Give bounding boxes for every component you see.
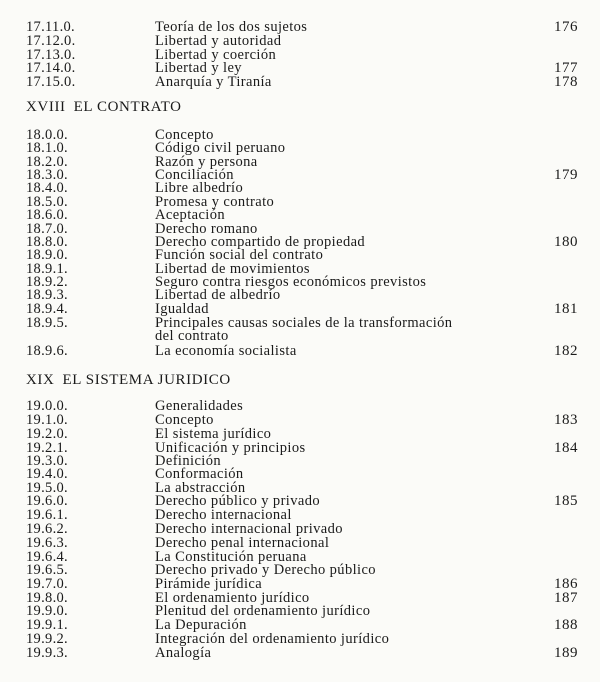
toc-entry	[0, 536, 600, 550]
entry-number: 19.8.0.	[26, 590, 68, 606]
entry-number: 19.9.0.	[26, 603, 68, 619]
toc-entry	[0, 155, 600, 169]
section-title: EL SISTEMA JURIDICO	[62, 372, 231, 388]
section-heading	[26, 99, 182, 116]
entry-title: Derecho público y privado	[155, 493, 321, 509]
entry-page: 181	[554, 301, 578, 317]
toc-entry	[0, 646, 600, 660]
section-heading	[26, 372, 231, 389]
entry-number: 18.3.0.	[26, 167, 68, 183]
entry-number: 17.14.0.	[26, 60, 76, 76]
toc-entry	[0, 508, 600, 522]
toc-entry	[0, 248, 600, 262]
entry-number: 17.11.0.	[26, 19, 75, 35]
toc-entry	[0, 302, 600, 316]
section-title: EL CONTRATO	[73, 99, 182, 115]
entry-number: 17.12.0.	[26, 33, 76, 49]
toc-entry	[0, 618, 600, 632]
entry-title: El ordenamiento jurídico	[155, 590, 310, 606]
toc-entry	[0, 168, 600, 182]
entry-number: 18.9.4.	[26, 301, 68, 317]
entry-number: 18.1.0.	[26, 140, 68, 156]
entry-number: 19.0.0.	[26, 398, 68, 414]
entry-number: 18.0.0.	[26, 127, 68, 143]
toc-entry	[0, 604, 600, 618]
toc-entry	[0, 632, 600, 646]
entry-title: Definición	[155, 453, 222, 469]
entry-number: 18.6.0.	[26, 207, 68, 223]
entry-number: 18.9.0.	[26, 247, 68, 263]
entry-title: Derecho penal internacional	[155, 535, 330, 551]
entry-title: Código civil peruano	[155, 140, 286, 156]
entry-page: 176	[554, 19, 578, 35]
entry-title: Plenitud del ordenamiento jurídico	[155, 603, 371, 619]
entry-number: 18.9.1.	[26, 261, 68, 277]
section-number: XVIII	[26, 99, 66, 115]
entry-title: La Constitución peruana	[155, 549, 307, 565]
entry-number: 19.1.0.	[26, 412, 68, 428]
entry-title: Teoría de los dos sujetos	[155, 19, 308, 35]
entry-number: 19.7.0.	[26, 576, 68, 592]
entry-number: 19.4.0.	[26, 466, 68, 482]
toc-entry	[0, 316, 600, 330]
entry-title: Analogía	[155, 645, 212, 661]
entry-number: 19.6.2.	[26, 521, 68, 537]
entry-title: Concepto	[155, 127, 214, 143]
toc-entry	[0, 208, 600, 222]
toc-entry	[0, 563, 600, 577]
entry-title: Derecho internacional privado	[155, 521, 343, 537]
entry-number: 19.5.0.	[26, 480, 68, 496]
entry-number: 18.9.5.	[26, 315, 68, 331]
entry-number: 19.2.1.	[26, 440, 68, 456]
entry-number: 19.3.0.	[26, 453, 68, 469]
entry-title: Aceptación	[155, 207, 226, 223]
entry-page: 185	[554, 493, 578, 509]
entry-page: 183	[554, 412, 578, 428]
toc-entry	[0, 195, 600, 209]
entry-page: 178	[554, 74, 578, 90]
entry-number: 18.8.0.	[26, 234, 68, 250]
entry-page: 179	[554, 167, 578, 183]
toc-entry	[0, 181, 600, 195]
toc-entry	[0, 427, 600, 441]
toc-entry	[0, 20, 600, 34]
entry-title: La abstracción	[155, 480, 246, 496]
entry-title: La Depuración	[155, 617, 247, 633]
entry-number: 18.4.0.	[26, 180, 68, 196]
entry-title: Libertad de albedrío	[155, 287, 281, 303]
entry-title: Generalidades	[155, 398, 244, 414]
entry-title: Unificación y principios	[155, 440, 306, 456]
entry-title: Pirámide jurídica	[155, 576, 263, 592]
entry-page: 188	[554, 617, 578, 633]
entry-number: 18.9.3.	[26, 287, 68, 303]
entry-number: 18.5.0.	[26, 194, 68, 210]
entry-title: La economía socialista	[155, 343, 297, 359]
toc-entry	[0, 441, 600, 455]
entry-title: Razón y persona	[155, 154, 258, 170]
entry-title: Libertad de movimientos	[155, 261, 310, 277]
entry-title: Concepto	[155, 412, 214, 428]
entry-title: Integración del ordenamiento jurídico	[155, 631, 390, 647]
toc-entry	[0, 399, 600, 413]
toc-entry	[0, 34, 600, 48]
toc-entry	[0, 141, 600, 155]
entry-title: Conformación	[155, 466, 244, 482]
entry-page: 182	[554, 343, 578, 359]
entry-page: 187	[554, 590, 578, 606]
toc-entry	[0, 577, 600, 591]
entry-number: 19.2.0.	[26, 426, 68, 442]
entry-title: Derecho privado y Derecho público	[155, 562, 376, 578]
entry-page: 184	[554, 440, 578, 456]
entry-title: Principales causas sociales de la transformación	[155, 315, 453, 331]
entry-title: Derecho romano	[155, 221, 258, 237]
entry-title: Seguro contra riesgos económicos previstos	[155, 274, 427, 290]
entry-number: 19.9.2.	[26, 631, 68, 647]
entry-page: 189	[554, 645, 578, 661]
entry-number: 18.7.0.	[26, 221, 68, 237]
entry-number: 19.6.1.	[26, 507, 68, 523]
toc-entry	[0, 288, 600, 302]
entry-number: 18.9.2.	[26, 274, 68, 290]
entry-page: 177	[554, 60, 578, 76]
toc-entry	[0, 344, 600, 358]
entry-number: 17.15.0.	[26, 74, 76, 90]
entry-title: El sistema jurídico	[155, 426, 272, 442]
entry-number: 19.9.3.	[26, 645, 68, 661]
toc-entry	[0, 61, 600, 75]
entry-title: Derecho compartido de propiedad	[155, 234, 366, 250]
toc-entry	[0, 75, 600, 89]
entry-number: 17.13.0.	[26, 47, 76, 63]
entry-title: Libertad y autoridad	[155, 33, 282, 49]
entry-title: Derecho internacional	[155, 507, 292, 523]
entry-page: 186	[554, 576, 578, 592]
toc-entry	[0, 413, 600, 427]
entry-title: Libre albedrío	[155, 180, 244, 196]
toc-entry-continuation	[0, 329, 600, 343]
entry-title: Función social del contrato	[155, 247, 324, 263]
entry-title: Conciliación	[155, 167, 234, 183]
entry-page: 180	[554, 234, 578, 250]
entry-title: Libertad y coerción	[155, 47, 277, 63]
entry-number: 19.6.0.	[26, 493, 68, 509]
toc-entry	[0, 522, 600, 536]
toc-entry	[0, 48, 600, 62]
entry-title: Igualdad	[155, 301, 209, 317]
entry-number: 18.9.6.	[26, 343, 68, 359]
toc-entry	[0, 454, 600, 468]
entry-number: 19.6.3.	[26, 535, 68, 551]
toc-entry	[0, 467, 600, 481]
entry-number: 19.9.1.	[26, 617, 68, 633]
section-number: XIX	[26, 372, 55, 388]
entry-title: Anarquía y Tiranía	[155, 74, 272, 90]
entry-title: Promesa y contrato	[155, 194, 275, 210]
entry-number: 19.6.5.	[26, 562, 68, 578]
toc-entry	[0, 128, 600, 142]
entry-title: del contrato	[155, 328, 229, 344]
entry-title: Libertad y ley	[155, 60, 242, 76]
toc-entry	[0, 275, 600, 289]
entry-number: 19.6.4.	[26, 549, 68, 565]
toc-entry	[0, 494, 600, 508]
entry-number: 18.2.0.	[26, 154, 68, 170]
